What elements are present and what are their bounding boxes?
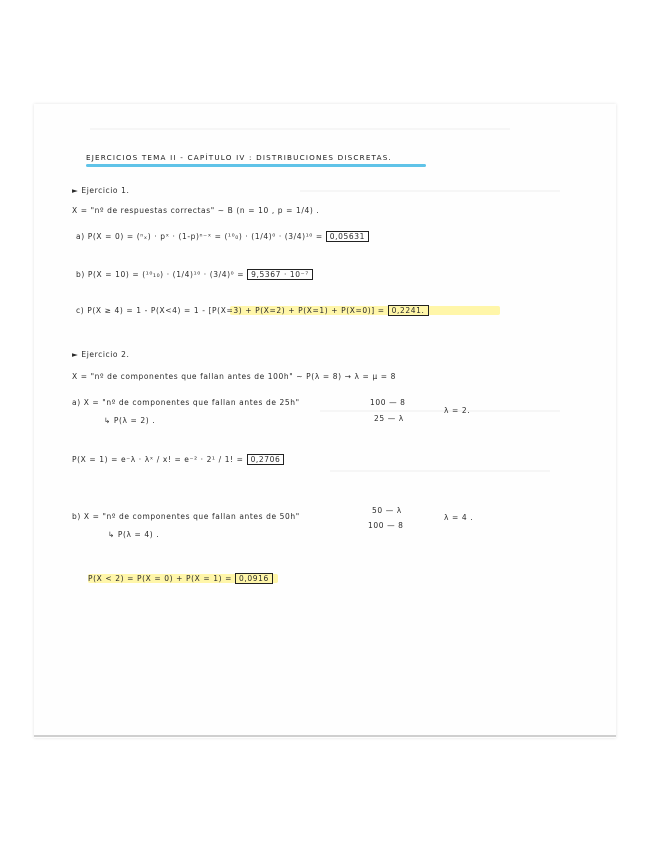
- ex2-a-line1: a) X = "nº de componentes que fallan antes de 25h": [72, 398, 300, 407]
- ex2-b-formula: P(X < 2) = P(X = 0) + P(X = 1) =: [88, 574, 232, 583]
- ex2-a-rule-2: 25 — λ: [374, 414, 404, 423]
- ex2-b-line2: ↳ P(λ = 4) .: [108, 530, 160, 539]
- ex2-a-calc-line: [72, 455, 284, 464]
- ex1-b-line: [76, 270, 313, 279]
- ex1-a-line: [76, 232, 369, 241]
- ex2-b-rule-1: 50 — λ: [372, 506, 402, 515]
- ex2-a-rule-result: λ = 2.: [444, 406, 471, 415]
- bleed-line: [330, 470, 550, 472]
- ex2-heading: ► Ejercicio 2.: [72, 350, 130, 359]
- ex2-b-calc-line: [88, 574, 273, 583]
- bleed-line: [320, 410, 560, 412]
- ex2-definition: X = "nº de componentes que fallan antes de 100h" ~ P(λ = 8) → λ = μ = 8: [72, 372, 396, 381]
- ex2-a-rule-1: 100 — 8: [370, 398, 406, 407]
- bleed-line: [300, 190, 560, 192]
- ex1-c-line: [76, 306, 429, 315]
- ex2-a-result: 0,2706: [247, 454, 285, 465]
- page-title: EJERCICIOS TEMA II - CAPÍTULO IV : DISTRIBUCIONES DISCRETAS.: [86, 153, 392, 162]
- title-underline: [86, 164, 426, 167]
- ex1-b-result: 9,5367 · 10⁻⁷: [247, 269, 313, 280]
- ex1-c-result: 0,2241.: [388, 305, 429, 316]
- ex2-b-rule-result: λ = 4 .: [444, 513, 474, 522]
- ex1-a-formula: a) P(X = 0) = (ⁿₓ) · pˣ · (1-p)ⁿ⁻ˣ = (¹⁰₀) · (1/4)⁰ · (3/4)¹⁰ =: [76, 232, 323, 241]
- ex1-a-result: 0,05631: [326, 231, 369, 242]
- ex1-c-formula: c) P(X ≥ 4) = 1 - P(X<4) = 1 - [P(X=3) + P(X=2) + P(X=1) + P(X=0)] =: [76, 306, 385, 315]
- bleed-line: [90, 128, 510, 130]
- ex1-definition: X = "nº de respuestas correctas" ~ B (n = 10 , p = 1/4) .: [72, 206, 320, 215]
- ex2-b-rule-2: 100 — 8: [368, 521, 404, 530]
- ex2-a-formula: P(X = 1) = e⁻λ · λˣ / x! = e⁻² · 2¹ / 1! =: [72, 455, 244, 464]
- ex1-heading: ► Ejercicio 1.: [72, 186, 130, 195]
- ex2-a-line2: ↳ P(λ = 2) .: [104, 416, 156, 425]
- ex2-b-line1: b) X = "nº de componentes que fallan antes de 50h": [72, 512, 300, 521]
- page-bottom-edge: [34, 735, 616, 737]
- ex2-b-result: 0,0916: [235, 573, 273, 584]
- ex1-b-formula: b) P(X = 10) = (¹⁰₁₀) · (1/4)¹⁰ · (3/4)⁰ =: [76, 270, 245, 279]
